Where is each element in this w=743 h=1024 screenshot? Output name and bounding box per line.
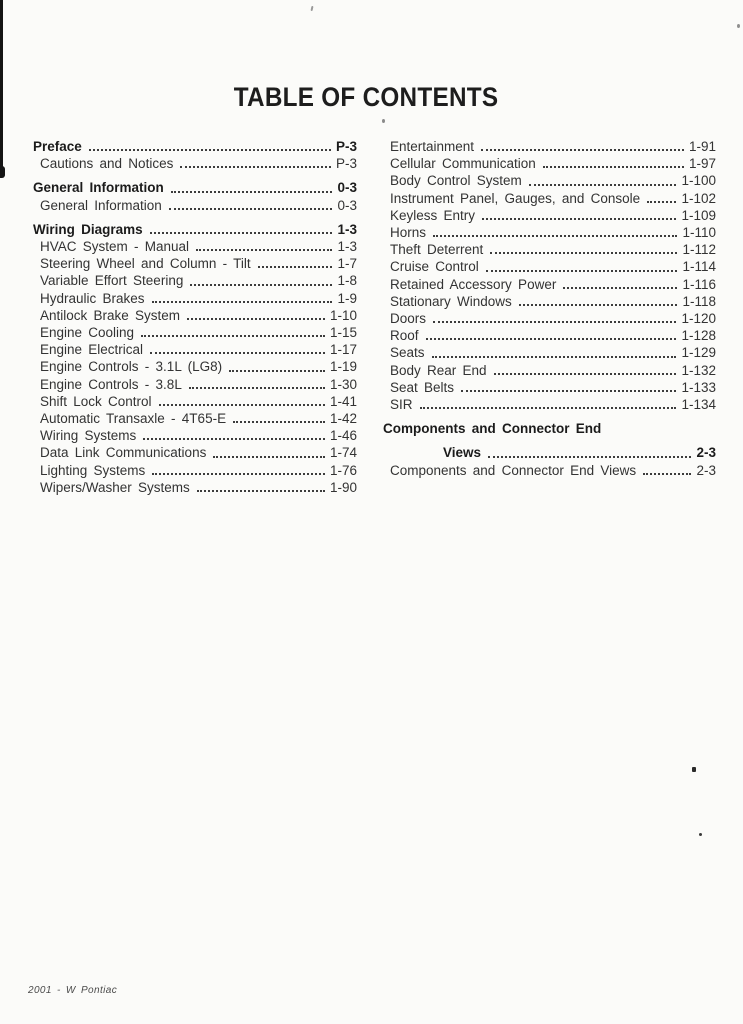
dot-leader <box>143 438 325 440</box>
dot-leader <box>643 473 691 475</box>
toc-entry-label: Variable Effort Steering <box>40 273 184 289</box>
toc-entry-page: 1-109 <box>681 207 716 223</box>
dot-leader <box>197 490 325 492</box>
toc-entry-page: 1-129 <box>681 345 716 361</box>
scan-speck <box>311 6 314 11</box>
toc-entry <box>33 221 357 238</box>
toc-entry <box>383 190 716 207</box>
toc-entry <box>383 155 716 172</box>
toc-column-right <box>383 138 716 496</box>
dot-leader <box>229 370 325 372</box>
toc-entry <box>383 276 716 293</box>
toc-entry-page: 1-91 <box>688 139 716 154</box>
dot-leader <box>196 249 332 251</box>
toc-entry <box>383 138 716 155</box>
dot-leader <box>519 304 678 306</box>
dot-leader <box>258 266 333 268</box>
toc-entry-page: 1-7 <box>337 256 357 272</box>
toc-entry-label: Cautions and Notices <box>40 156 174 172</box>
toc-entry-page: 1-110 <box>682 225 716 241</box>
toc-entry-page: 1-116 <box>682 276 716 292</box>
dot-leader <box>159 404 325 406</box>
dot-leader <box>190 284 332 286</box>
page-title-text: TABLE OF CONTENTS <box>233 82 499 112</box>
toc-entry <box>33 462 357 479</box>
toc-entry <box>383 462 716 479</box>
dot-leader <box>432 356 677 358</box>
toc-entry <box>33 155 357 172</box>
toc-entry <box>33 324 357 341</box>
toc-entry-label: Wiring Diagrams <box>33 221 143 237</box>
toc-entry-page: 0-3 <box>337 197 357 213</box>
dot-leader <box>486 270 678 272</box>
scan-speck <box>737 24 740 28</box>
toc-entry-page: 1-114 <box>682 259 716 275</box>
dot-leader <box>426 338 677 340</box>
toc-entry-page: 2-3 <box>696 445 716 461</box>
toc-entry <box>383 420 716 437</box>
toc-entry <box>33 272 357 289</box>
toc-entry-label: Stationary Windows <box>390 293 512 309</box>
scan-speck <box>382 119 385 123</box>
toc-entry <box>383 362 716 379</box>
toc-entry-label: Lighting Systems <box>40 462 146 478</box>
toc-entry <box>33 393 357 410</box>
dot-leader <box>213 456 325 458</box>
dot-leader <box>141 335 325 337</box>
toc-entry <box>383 224 716 241</box>
toc-entry-label: Steering Wheel and Column - Tilt <box>40 256 251 272</box>
toc-entry <box>33 427 357 444</box>
dot-leader <box>171 191 333 193</box>
toc-entry-label: Keyless Entry <box>390 207 476 223</box>
toc-entry <box>383 344 716 361</box>
toc-entry-label: Data Link Communications <box>40 445 207 461</box>
toc-entry-page: 1-9 <box>337 290 357 306</box>
toc-entry-label: SIR <box>390 397 413 413</box>
toc-entry <box>33 410 357 427</box>
toc-entry <box>383 396 716 413</box>
toc-entry-label: Cruise Control <box>390 259 479 275</box>
toc-entry-label: Components and Connector End <box>383 421 602 437</box>
dot-leader <box>150 352 325 354</box>
dot-leader <box>169 208 333 210</box>
toc-entry-page: 1-30 <box>329 376 357 392</box>
dot-leader <box>529 184 677 186</box>
toc-entry-label: Retained Accessory Power <box>390 276 557 292</box>
toc-entry-page: 1-134 <box>681 397 716 413</box>
toc-entry-label: Theft Deterrent <box>390 242 484 258</box>
toc-entry-label: Cellular Communication <box>390 156 536 172</box>
toc-entry <box>383 293 716 310</box>
toc-entry-label: Engine Controls - 3.8L <box>40 376 182 392</box>
page-title <box>0 82 732 113</box>
toc-entry-label: Instrument Panel, Gauges, and Console <box>390 190 641 206</box>
toc-entry-page: 1-128 <box>681 328 716 344</box>
toc-entry <box>33 179 357 196</box>
toc-entry-page: 1-112 <box>682 242 716 258</box>
toc-entry-page: 1-3 <box>337 221 357 237</box>
toc-entry-label: Preface <box>33 139 82 154</box>
toc-entry <box>33 479 357 496</box>
toc-entry-label: Hydraulic Brakes <box>40 290 145 306</box>
scan-speck <box>699 833 702 836</box>
toc-entry-label: Shift Lock Control <box>40 393 152 409</box>
toc-entry <box>33 376 357 393</box>
toc-entry <box>383 327 716 344</box>
toc-entry-page: 1-97 <box>688 156 716 172</box>
toc-entry-page: 1-90 <box>329 479 357 495</box>
toc-entry-label: Body Control System <box>390 173 522 189</box>
toc-entry-page: P-3 <box>335 139 357 154</box>
dot-leader <box>420 407 677 409</box>
toc-column-left <box>33 138 357 496</box>
toc-entry-label: General Information <box>40 197 162 213</box>
toc-entry-page: 2-3 <box>696 462 716 478</box>
toc-entry <box>33 255 357 272</box>
toc-entry <box>33 444 357 461</box>
toc-entry-page: 1-120 <box>681 311 716 327</box>
toc-entry <box>383 172 716 189</box>
toc-entry <box>33 307 357 324</box>
scan-edge-notch-artifact <box>0 166 5 178</box>
toc-entry-page: 1-17 <box>329 342 357 358</box>
toc-entry-page: 1-132 <box>681 362 716 378</box>
toc-entry <box>33 358 357 375</box>
toc-entry-label: Components and Connector End Views <box>390 462 637 478</box>
toc-entry-page: 1-74 <box>329 445 357 461</box>
dot-leader <box>543 166 684 168</box>
dot-leader <box>482 218 676 220</box>
dot-leader <box>647 201 676 203</box>
dot-leader <box>433 235 677 237</box>
dot-leader <box>89 149 331 151</box>
toc-entry-label: General Information <box>33 180 164 196</box>
toc-entry-page: 1-19 <box>329 359 357 375</box>
toc-entry <box>33 238 357 255</box>
toc-entry <box>33 341 357 358</box>
toc-entry-label: Entertainment <box>390 139 475 154</box>
toc-entry-page: 1-46 <box>329 428 357 444</box>
toc-entry-label: Doors <box>390 311 427 327</box>
footer-note: 2001 - W Pontiac <box>28 985 118 996</box>
toc-entry-label: Engine Controls - 3.1L (LG8) <box>40 359 223 375</box>
toc-entry <box>383 207 716 224</box>
toc-entry-page: P-3 <box>335 156 357 172</box>
toc-entry <box>383 379 716 396</box>
dot-leader <box>152 301 333 303</box>
toc-entry-page: 1-102 <box>681 190 716 206</box>
toc-entry-label: Body Rear End <box>390 362 487 378</box>
toc-entry-page: 1-42 <box>329 411 357 427</box>
dot-leader <box>481 149 684 151</box>
table-of-contents <box>33 138 716 496</box>
dot-leader <box>563 287 677 289</box>
dot-leader <box>150 232 333 234</box>
toc-entry <box>33 197 357 214</box>
toc-entry-label: Wiring Systems <box>40 428 137 444</box>
toc-entry-page: 1-8 <box>337 273 357 289</box>
toc-entry-label: Horns <box>390 225 427 241</box>
dot-leader <box>494 373 677 375</box>
toc-entry <box>33 138 357 155</box>
toc-entry-label: HVAC System - Manual <box>40 239 190 255</box>
toc-entry-label: Seat Belts <box>390 379 455 395</box>
toc-entry <box>33 290 357 307</box>
toc-entry-label: Seats <box>390 345 425 361</box>
toc-entry-page: 1-15 <box>329 325 357 341</box>
dot-leader <box>152 473 325 475</box>
dot-leader <box>461 390 676 392</box>
dot-leader <box>233 421 325 423</box>
toc-entry-label: Engine Cooling <box>40 325 135 341</box>
dot-leader <box>490 252 677 254</box>
toc-entry-label: Antilock Brake System <box>40 307 181 323</box>
toc-entry-page: 1-3 <box>337 239 357 255</box>
dot-leader <box>488 456 691 458</box>
dot-leader <box>187 318 325 320</box>
toc-entry-page: 1-10 <box>329 307 357 323</box>
toc-entry-page: 1-76 <box>329 462 357 478</box>
toc-entry-page: 1-41 <box>329 393 357 409</box>
toc-entry-label: Roof <box>390 328 419 344</box>
toc-entry <box>383 241 716 258</box>
dot-leader <box>189 387 325 389</box>
toc-entry-page: 0-3 <box>337 180 357 196</box>
toc-entry <box>383 310 716 327</box>
toc-entry-label: Engine Electrical <box>40 342 144 358</box>
toc-entry-label: Views <box>443 445 482 461</box>
dot-leader <box>180 166 331 168</box>
toc-entry <box>383 258 716 275</box>
toc-entry-label: Automatic Transaxle - 4T65-E <box>40 411 227 427</box>
toc-entry-page: 1-133 <box>681 379 716 395</box>
dot-leader <box>433 321 676 323</box>
toc-entry-label: Wipers/Washer Systems <box>40 479 190 495</box>
toc-entry-page: 1-118 <box>682 293 716 309</box>
scan-speck <box>692 767 696 772</box>
toc-entry <box>383 444 716 461</box>
toc-entry-page: 1-100 <box>681 173 716 189</box>
